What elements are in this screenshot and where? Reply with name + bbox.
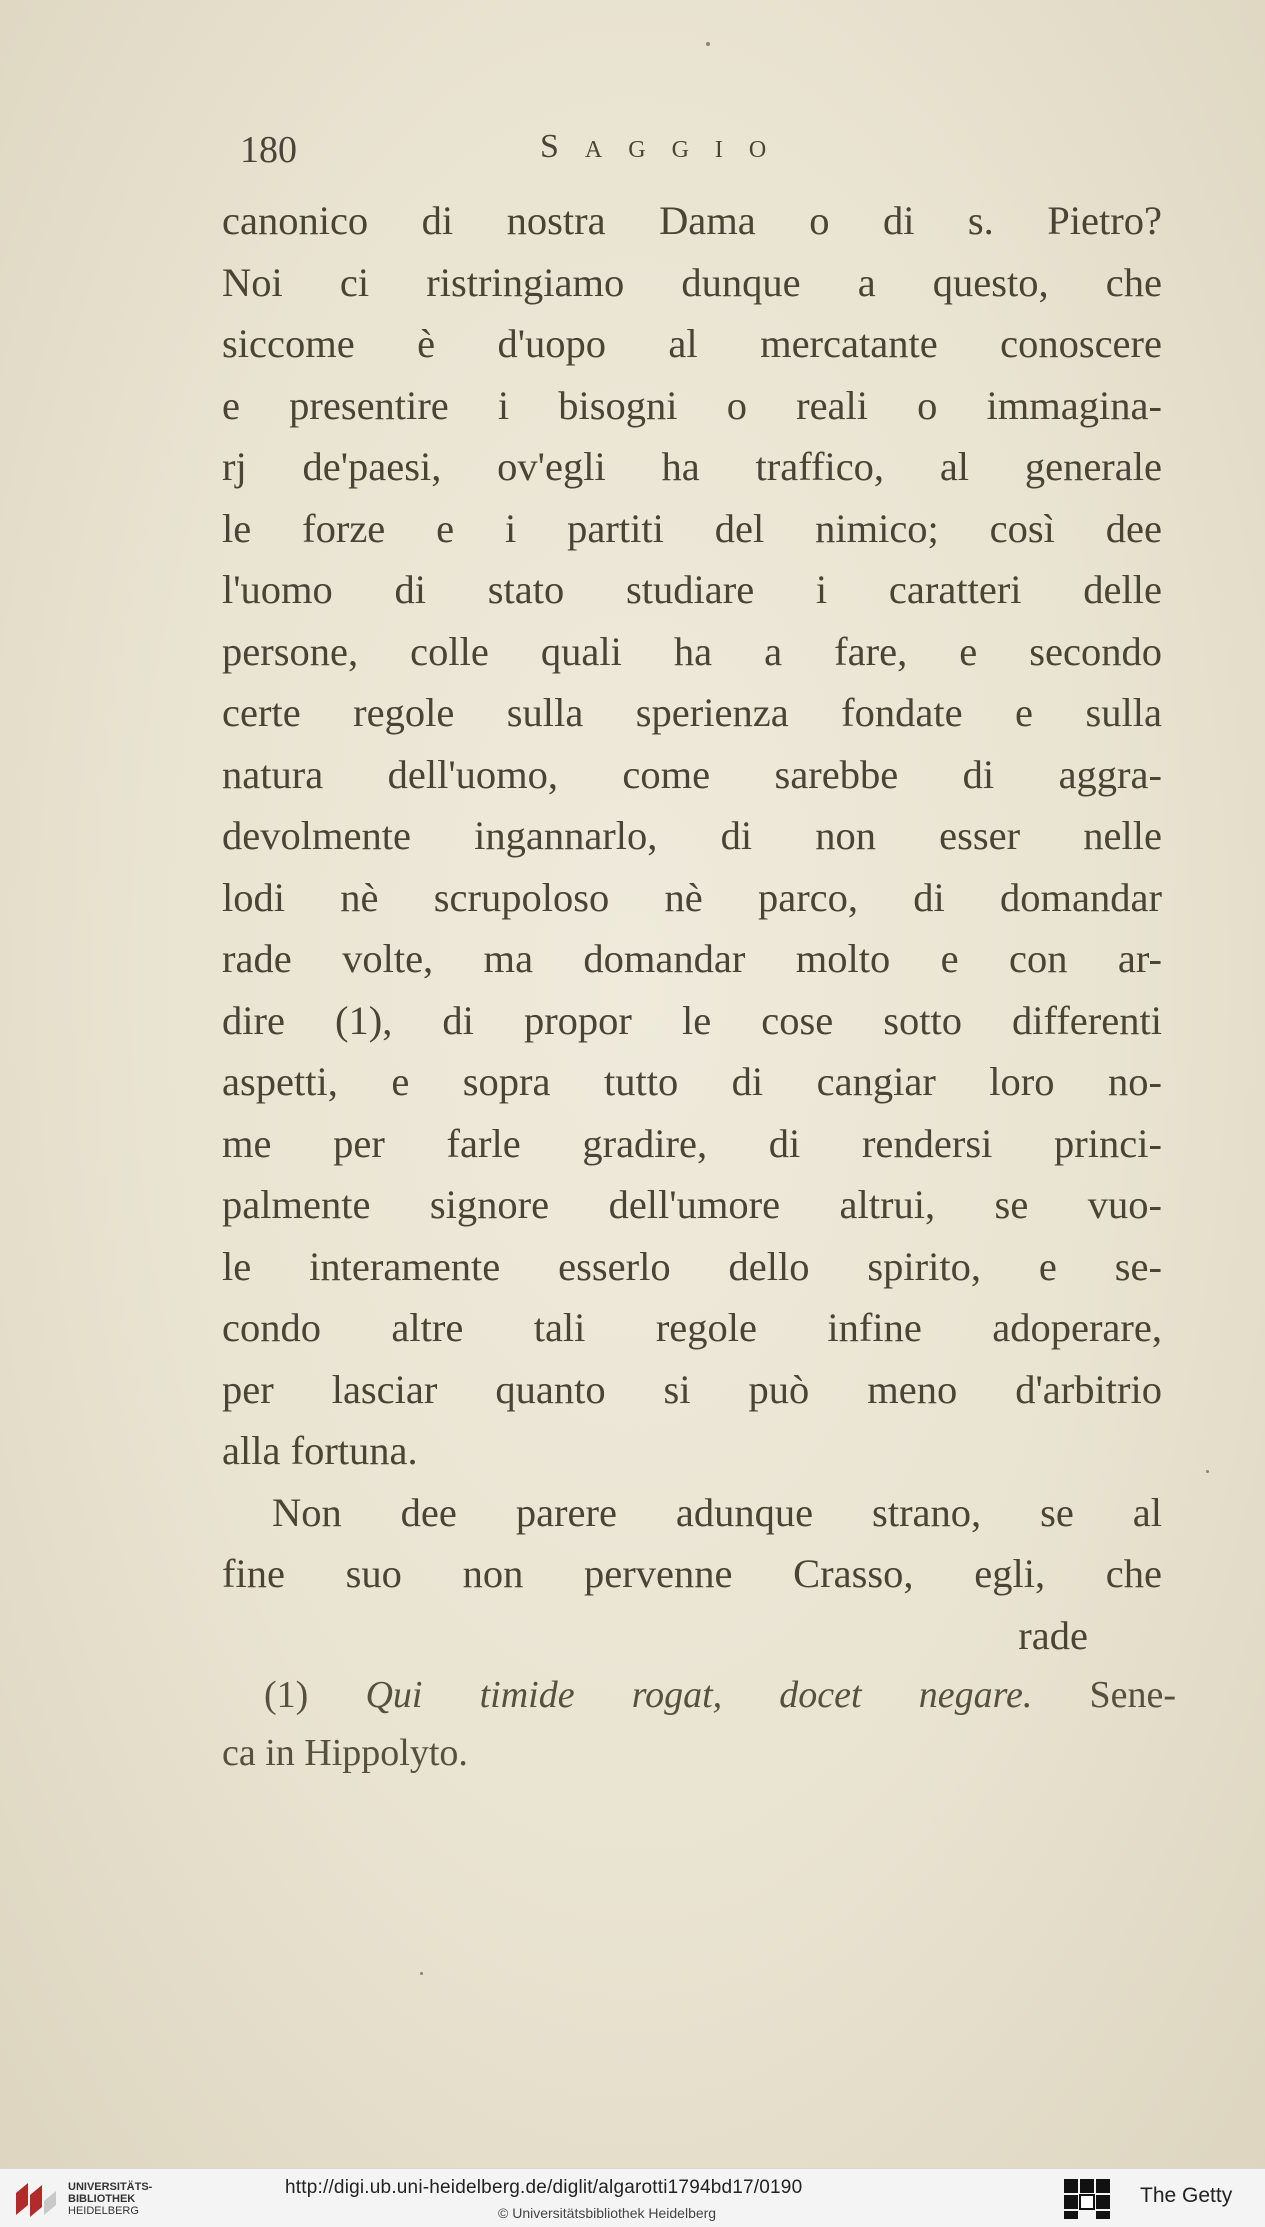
library-mark-icon [12, 2179, 60, 2219]
text-line: fine suo non pervenne Crasso, egli, che [222, 1551, 1162, 1596]
running-head [240, 128, 940, 178]
text-line: Non dee parere adunque strano, se al [272, 1489, 1162, 1535]
text-line: condo altre tali regole infine adoperare, [222, 1305, 1162, 1350]
permalink[interactable]: http://digi.ub.uni-heidelberg.de/diglit/algarotti1794bd17/0190 [285, 2177, 803, 2198]
paper-speck [1206, 1470, 1209, 1473]
text-line: natura dell'uomo, come sarebbe di aggra- [222, 751, 1162, 797]
footnote-source: Sene- [1089, 1674, 1176, 1716]
footnote [222, 1666, 1176, 1782]
page-number: 180 [240, 129, 297, 171]
text-line: e presentire i bisogni o reali o immagina- [222, 382, 1162, 428]
paper-speck [420, 1972, 423, 1975]
text-line: lodi nè scrupoloso nè parco, di domandar [222, 874, 1162, 920]
text-line: palmente signore dell'umore altrui, se vuo- [222, 1182, 1162, 1227]
text-line: aspetti, e sopra tutto di cangiar loro no- [222, 1059, 1162, 1104]
text-line: dire (1), di propor le cose sotto differenti [222, 997, 1162, 1043]
footnote-line: ca in Hippolyto. [222, 1732, 468, 1774]
copyright-notice: © Universitätsbibliothek Heidelberg [498, 2205, 717, 2221]
text-line: devolmente ingannarlo, di non esser nelle [222, 813, 1162, 858]
text-line: le forze e i partiti del nimico; così dee [222, 505, 1162, 551]
running-title: Saggio [540, 128, 793, 165]
library-name: UNIVERSITÄTS- BIBLIOTHEK HEIDELBERG [68, 2181, 153, 2217]
text-line: siccome è d'uopo al mercatante conoscere [222, 321, 1162, 366]
partner-name: The Getty [1140, 2184, 1233, 2207]
footnote-line [222, 1666, 1176, 1724]
catchword: rade [1018, 1612, 1088, 1658]
text-line: Noi ci ristringiamo dunque a questo, che [222, 259, 1162, 305]
text-line: alla fortuna. [222, 1428, 418, 1473]
text-line: l'uomo di stato studiare i caratteri delle [222, 567, 1162, 612]
getty-logo-icon[interactable] [1062, 2177, 1114, 2221]
text-line: per lasciar quanto si può meno d'arbitrio [222, 1366, 1162, 1412]
text-line: certe regole sulla sperienza fondate e sulla [222, 690, 1162, 735]
text-line: le interamente esserlo dello spirito, e se- [222, 1243, 1162, 1289]
text-line: rj de'paesi, ov'egli ha traffico, al generale [222, 444, 1162, 489]
text-line: canonico di nostra Dama o di s. Pietro? [222, 198, 1162, 243]
body-text [222, 190, 1162, 1666]
viewer-footer [0, 2168, 1265, 2227]
paper-speck [706, 42, 710, 46]
library-logo[interactable] [12, 2177, 172, 2221]
footnote-marker: (1) [264, 1674, 309, 1716]
footnote-quote: Qui timide rogat, docet negare. [365, 1674, 1033, 1716]
text-line: rade volte, ma domandar molto e con ar- [222, 936, 1162, 981]
text-line: persone, colle quali ha a fare, e secondo [222, 628, 1162, 674]
text-line: me per farle gradire, di rendersi princi- [222, 1120, 1162, 1166]
